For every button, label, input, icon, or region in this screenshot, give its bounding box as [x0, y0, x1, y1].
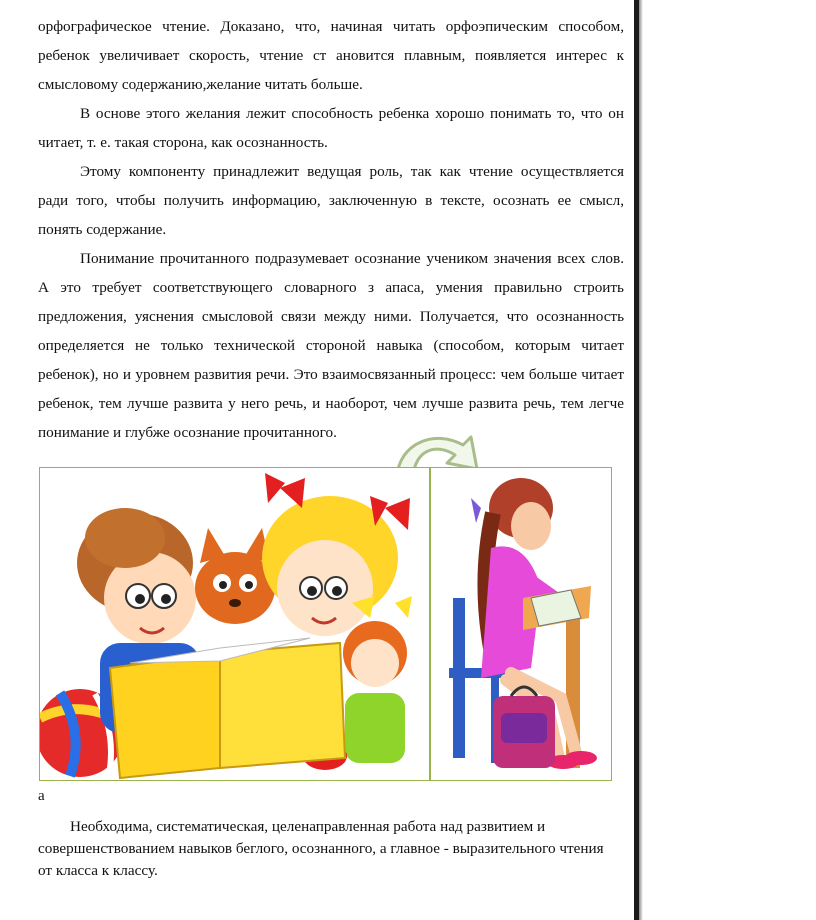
paragraph-1: орфографическое чтение. Доказано, что, начиная читать орфоэпическим способом, ребенок увеличивает скорость, чтение ст ановится плавным, появляется интерес к смысловому содержанию,желание читать больше.	[38, 18, 624, 93]
bottom-text	[38, 816, 618, 882]
page-shadow	[639, 0, 643, 920]
paragraph-3: Этому компоненту принадлежит ведущая роль, так как чтение осуществляется ради того, чтобы получить информацию, заключенную в тексте, осознать ее смысл, понять содержание.	[38, 163, 624, 238]
girl-reading-illustration	[430, 467, 612, 781]
bottom-paragraph: Необходима, систематическая, целенаправленная работа над развитием и совершенствованием навыков беглого, осознанного, а главное - выразительного чтения от класса к классу.	[38, 818, 604, 879]
main-text	[38, 12, 624, 447]
paragraph-2: В основе этого желания лежит способность ребенка хорошо понимать то, что он читает, т. е. такая сторона, как осознанность.	[38, 105, 624, 151]
figure-caption: а	[38, 788, 45, 804]
paragraph-4: Понимание прочитанного подразумевает осознание учеником значения всех слов. А это требует соответствующего словарного з апаса, умения правильно строить предложения, уяснения смысловой связи между ними. Получается, что осознанность определяется не только технической стороной навыка (способом, которым читает ребенок), но и уровнем развития речи. Это взаимосвязанный процесс: чем больше читает ребенок, тем лучше развита у него речь, и наоборот, чем лучше развита речь, тем легче понимание и глубже осознание прочитанного.	[38, 250, 624, 441]
children-reading-illustration	[39, 467, 430, 781]
